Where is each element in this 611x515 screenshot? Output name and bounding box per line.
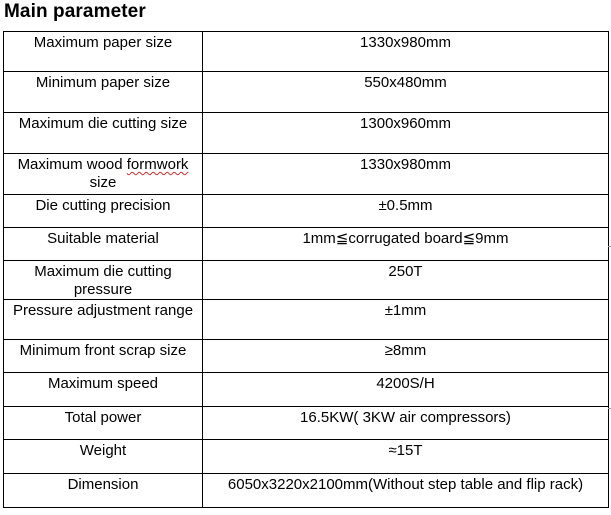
- parameter-value: 1mm≦corrugated board≦9mm: [203, 228, 609, 261]
- table-row: [4, 113, 609, 154]
- parameter-value: ≥8mm: [203, 340, 609, 373]
- section-title: Main parameter: [4, 1, 146, 22]
- parameter-name: Minimum paper size: [4, 72, 203, 113]
- parameter-value: 4200S/H: [203, 373, 609, 407]
- table-row: [4, 72, 609, 113]
- table-row: [4, 340, 609, 373]
- parameter-name: Maximum paper size: [4, 32, 203, 72]
- table-row: [4, 32, 609, 72]
- parameter-value: 16.5KW( 3KW air compressors): [203, 407, 609, 440]
- parameter-name: Die cutting precision: [4, 195, 203, 228]
- table-row: [4, 373, 609, 407]
- parameter-name-part: size: [89, 174, 117, 191]
- table-row: [4, 474, 609, 508]
- table-row: [4, 440, 609, 474]
- table-row: [4, 195, 609, 228]
- parameter-value: 1330x980mm: [203, 154, 609, 195]
- parameter-value: 550x480mm: [203, 72, 609, 113]
- parameter-value: 6050x3220x2100mm(Without step table and flip rack): [203, 474, 609, 508]
- parameter-value: ≈15T: [203, 440, 609, 474]
- table-row: [4, 154, 609, 195]
- table-row: [4, 300, 609, 340]
- parameter-value: ±0.5mm: [203, 195, 609, 228]
- parameter-name: Maximum die cutting size: [4, 113, 203, 154]
- parameter-value: ±1mm: [203, 300, 609, 340]
- parameter-name: Pressure adjustment range: [4, 300, 203, 340]
- parameter-value: 1330x980mm: [203, 32, 609, 72]
- parameter-table: [3, 31, 609, 508]
- table-row: [4, 228, 609, 261]
- parameter-value: 1300x960mm: [203, 113, 609, 154]
- parameter-name: [4, 154, 203, 195]
- parameter-value: 250T: [203, 261, 609, 300]
- parameter-name: Maximum die cutting pressure: [4, 261, 203, 300]
- table-row: [4, 261, 609, 300]
- parameter-name: Total power: [4, 407, 203, 440]
- parameter-name: Minimum front scrap size: [4, 340, 203, 373]
- parameter-name: Weight: [4, 440, 203, 474]
- parameter-name: Suitable material: [4, 228, 203, 261]
- parameter-name-part: Maximum wood: [17, 156, 127, 173]
- table-row: [4, 407, 609, 440]
- parameter-name: Dimension: [4, 474, 203, 508]
- parameter-name: Maximum speed: [4, 373, 203, 407]
- spellcheck-flagged-word: formwork: [126, 156, 189, 173]
